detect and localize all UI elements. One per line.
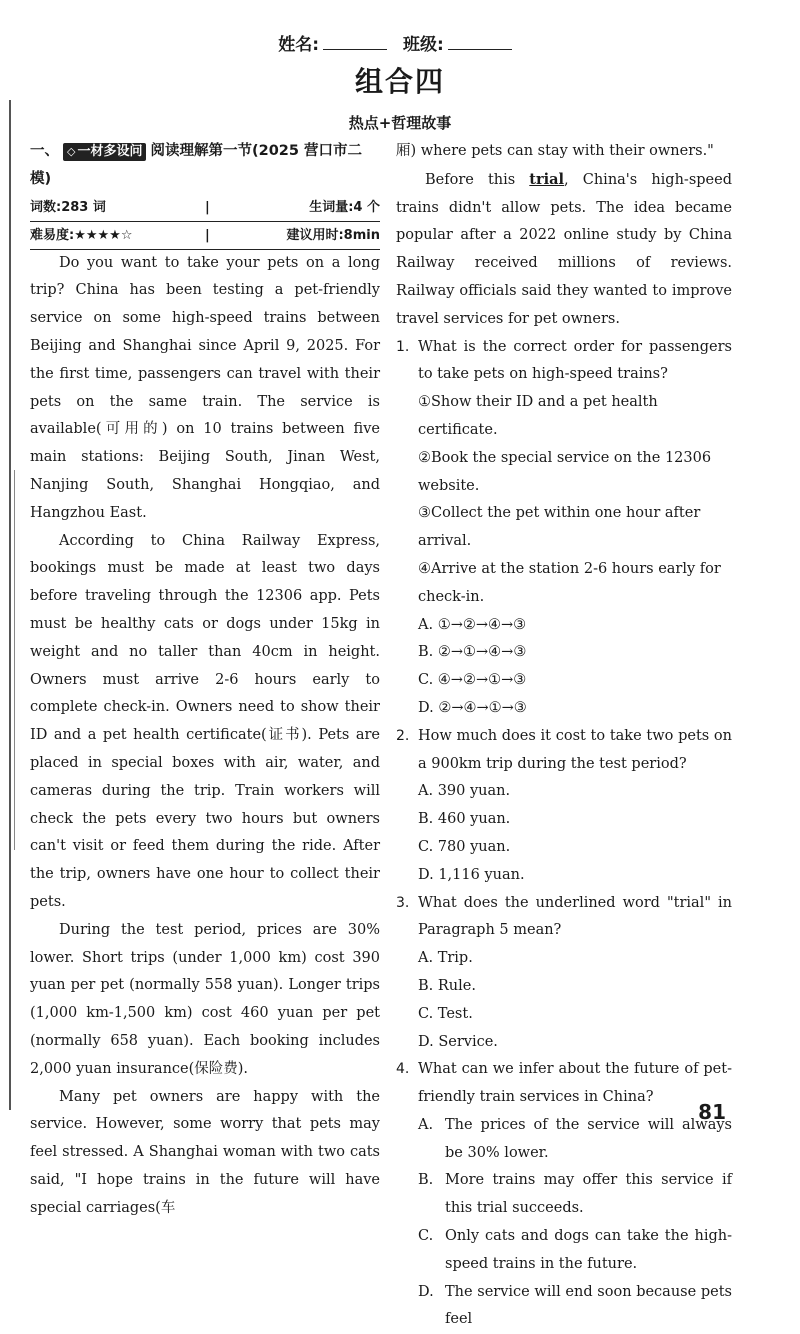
difficulty: 难易度:★★★★☆ (30, 227, 133, 243)
page-title: 组合四 (354, 65, 445, 98)
q3-option-c[interactable]: C. Test. (418, 1005, 473, 1022)
q3-option-d[interactable]: D. Service. (418, 1033, 498, 1050)
passage-paragraph-5: Before this trial, China's high-speed trains didn't allow pets. The idea became popular after a 2022 online study by China Railway received millions of reviews. Railway officials said they wanted to improve travel services for pet owners. (396, 170, 732, 327)
q3-option-a[interactable]: A. Trip. (418, 950, 473, 967)
binding-line-inner (14, 470, 15, 850)
left-column (30, 138, 380, 1222)
q1-step: ③Collect the pet within one hour after arrival. (418, 505, 701, 550)
info-bar-2: 难易度:★★★★☆ | 建议用时:8min (30, 222, 380, 250)
section-tag-label: 一材多设问 (77, 144, 143, 159)
passage-paragraph-4: Many pet owners are happy with the service. However, some worry that pets may feel stressed. A Shanghai woman with two cats said, "I hope trains in the future will have special carriages(车 (30, 1088, 380, 1216)
question-4: 4. What can we infer about the future of pet-friendly train services in China? (396, 1061, 732, 1106)
passage-paragraph-4-continued: 厢) where pets can stay with their owners." (396, 143, 714, 159)
student-info-row (0, 30, 800, 55)
q1-option-b[interactable]: B. ②→①→④→③ (418, 644, 527, 661)
q4-option-a[interactable]: A. The prices of the service will always be 30% lower. (418, 1116, 732, 1161)
q2-options (396, 778, 732, 889)
q1-step: ②Book the special service on the 12306 website. (418, 449, 712, 494)
q1-step: ①Show their ID and a pet health certificate. (418, 394, 658, 438)
section-title: 阅读理解第一节(2025 营口市二模) (30, 143, 363, 187)
arrow-tag-icon: ◇ (67, 145, 76, 158)
q4-option-c[interactable]: C. Only cats and dogs can take the high-speed trains in the future. (418, 1228, 732, 1272)
q4-option-d[interactable]: D. The service will end soon because pets feel (418, 1283, 732, 1328)
new-words: 生词量:4 个 (309, 199, 380, 215)
q2-option-d[interactable]: D. 1,116 yuan. (418, 866, 525, 883)
section-heading (30, 138, 380, 194)
passage-paragraph-3: During the test period, prices are 30% lower. Short trips (under 1,000 km) cost 390 yuan per pet (normally 558 yuan). Longer trips (1,000 km-1,500 km) cost 460 yuan per pet (normally 658 yuan). Each booking includes 2,000 yuan insurance(保险费). (30, 921, 380, 1077)
section-prefix: 一、 (30, 143, 59, 159)
class-blank[interactable] (448, 35, 512, 50)
q1-step: ④Arrive at the station 2-6 hours early for check-in. (418, 560, 721, 605)
q2-option-c[interactable]: C. 780 yuan. (418, 838, 511, 855)
q2-option-a[interactable]: A. 390 yuan. (418, 783, 511, 800)
name-blank[interactable] (323, 35, 387, 50)
question-3: 3. What does the underlined word "trial" in Paragraph 5 mean? (396, 894, 732, 939)
page-number: 81 (698, 1100, 726, 1124)
binding-line (9, 100, 11, 1110)
q1-option-c[interactable]: C. ④→②→①→③ (418, 672, 527, 689)
right-column (396, 138, 732, 1334)
q1-option-d[interactable]: D. ②→④→①→③ (418, 699, 527, 716)
underlined-word-trial: trial (529, 170, 565, 188)
section-tag (63, 143, 146, 161)
question-1: 1. What is the correct order for passengers to take pets on high-speed trains? (396, 338, 732, 383)
q1-option-a[interactable]: A. ①→②→④→③ (418, 616, 527, 633)
q4-options (396, 1112, 732, 1334)
word-count: 词数:283 词 (30, 199, 106, 215)
passage-paragraph-2: According to China Railway Express, bookings must be made at least two days before traveling through the 12306 app. Pets must be healthy cats or dogs under 15kg in weight and no taller than 40cm in height. Owners must arrive 2-6 hours early to complete check-in. Owners need to show their ID and a pet health certificate(证书). Pets are placed in special boxes with air, water, and cameras during the trip. Train workers will check the pets every two hours but owners can't visit or feed them during the ride. After the trip, owners have one hour to collect their pets. (30, 532, 380, 910)
name-label: 姓名: (278, 35, 320, 55)
info-bar-1: 词数:283 词 | 生词量:4 个 (30, 194, 380, 222)
suggested-time: 建议用时:8min (286, 227, 380, 243)
question-2: 2. How much does it cost to take two pets on a 900km trip during the test period? (396, 727, 732, 772)
page-subtitle: 热点+哲理故事 (348, 114, 452, 132)
q3-option-b[interactable]: B. Rule. (418, 977, 476, 994)
passage-paragraph-1: Do you want to take your pets on a long trip? China has been testing a pet-friendly service on some high-speed trains between Beijing and Shanghai since April 9, 2025. For the first time, passengers can travel with their pets on the same train. The service is available(可用的) on 10 trains between five main stations: Beijing South, Jinan West, Nanjing South, Shanghai Hongqiao, and Hangzhou East. (30, 254, 380, 521)
q3-options (396, 945, 732, 1056)
class-label: 班级: (402, 35, 444, 55)
q4-option-b[interactable]: B. More trains may offer this service if this trial succeeds. (418, 1172, 732, 1217)
q2-option-b[interactable]: B. 460 yuan. (418, 811, 511, 828)
